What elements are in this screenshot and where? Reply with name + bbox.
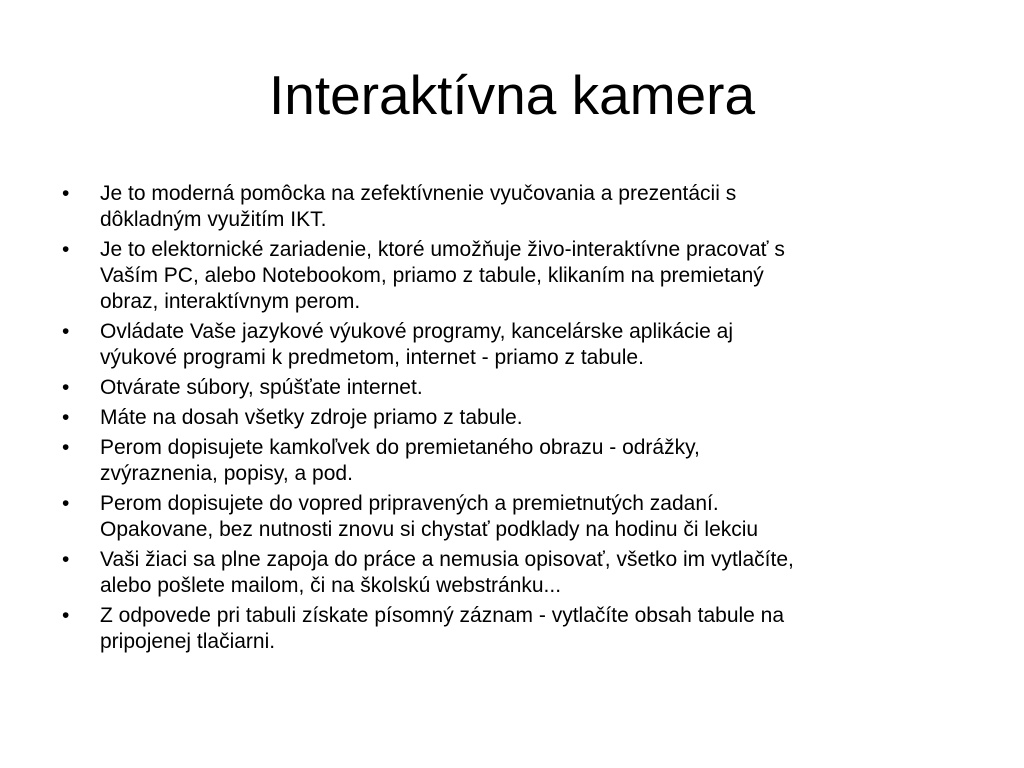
bullet-item (62, 181, 962, 233)
bullet-text-line: Ovládate Vaše jazykové výukové programy, kancelárske aplikácie aj (100, 320, 734, 343)
bullet-item (62, 603, 962, 655)
bullet-text-line: alebo pošlete mailom, či na školskú webstránku... (100, 574, 562, 597)
bullet-item (62, 237, 962, 315)
bullet-text-line: Opakovane, bez nutnosti znovu si chystať podklady na hodinu či lekciu (100, 518, 759, 541)
bullet-item (62, 491, 962, 543)
bullet-text-line: zvýraznenia, popisy, a pod. (100, 462, 353, 485)
bullet-item (62, 319, 962, 371)
slide-title: Interaktívna kamera (268, 64, 756, 126)
bullet-item (62, 547, 962, 599)
bullet-item (62, 435, 962, 487)
bullet-mark: • (62, 182, 70, 205)
bullet-item (62, 375, 962, 401)
bullet-mark: • (62, 548, 70, 571)
bullet-mark: • (62, 436, 70, 459)
bullet-text-line: Je to moderná pomôcka na zefektívnenie vyučovania a prezentácii s (100, 182, 737, 205)
bullet-text-line: Z odpovede pri tabuli získate písomný záznam - vytlačíte obsah tabule na (100, 604, 785, 627)
bullet-mark: • (62, 406, 70, 429)
bullet-text-line: dôkladným využitím IKT. (100, 208, 327, 231)
bullet-text-line: výukové programi k predmetom, internet - priamo z tabule. (100, 346, 644, 369)
bullet-text-line: pripojenej tlačiarni. (100, 630, 276, 653)
bullet-mark: • (62, 492, 70, 515)
bullet-item (62, 405, 962, 431)
bullet-mark: • (62, 238, 70, 261)
bullet-text-line: obraz, interaktívnym perom. (100, 290, 361, 313)
bullet-text-line: Vaši žiaci sa plne zapoja do práce a nemusia opisovať, všetko im vytlačíte, (100, 548, 794, 571)
bullet-text-line: Máte na dosah všetky zdroje priamo z tabule. (100, 406, 523, 429)
bullet-text-line: Perom dopisujete kamkoľvek do premietaného obrazu - odrážky, (100, 436, 700, 459)
bullet-text-line: Perom dopisujete do vopred pripravených a premietnutých zadaní. (100, 492, 719, 515)
bullet-text-line: Otvárate súbory, spúšťate internet. (100, 376, 423, 399)
bullet-text-line: Vaším PC, alebo Notebookom, priamo z tabule, klikaním na premietaný (100, 264, 764, 287)
bullet-mark: • (62, 320, 70, 343)
bullet-text-line: Je to elektornické zariadenie, ktoré umožňuje živo-interaktívne pracovať s (100, 238, 785, 261)
bullet-mark: • (62, 376, 70, 399)
bullet-mark: • (62, 604, 70, 627)
bullet-list (62, 181, 962, 659)
